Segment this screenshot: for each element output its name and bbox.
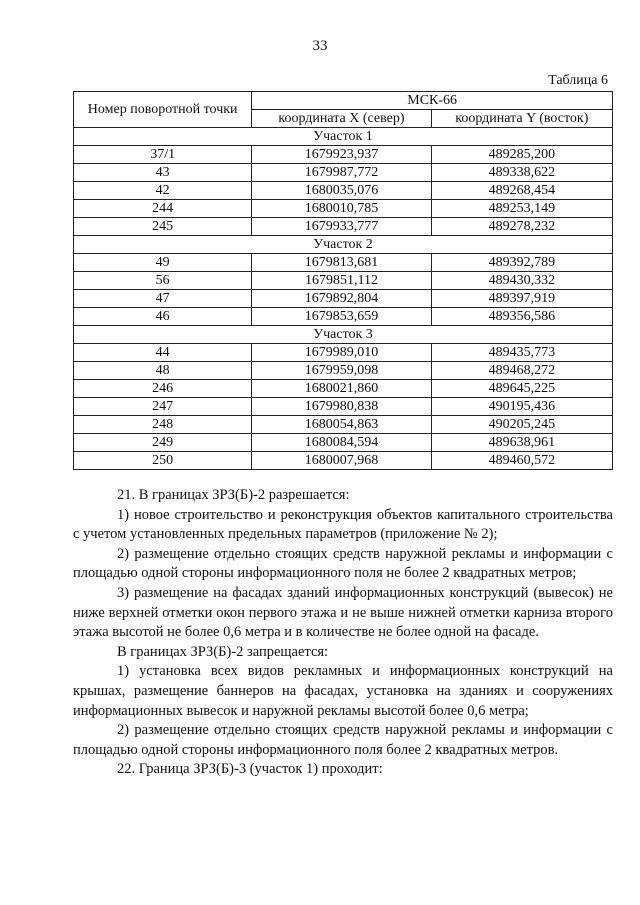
y-coordinate-cell: 489253,149 [431, 200, 612, 218]
point-number-cell: 245 [74, 218, 252, 236]
paragraph: 21. В границах ЗРЗ(Б)-2 разрешается: [117, 487, 350, 503]
paragraph: 22. Граница ЗРЗ(Б)-3 (участок 1) проходит: [117, 761, 383, 778]
y-coordinate-cell: 489392,789 [431, 254, 612, 272]
header-x: координата X (север) [252, 110, 431, 128]
y-coordinate-cell: 489278,232 [431, 218, 612, 236]
y-coordinate-cell: 489285,200 [431, 146, 612, 164]
x-coordinate-cell: 1679987,772 [252, 164, 431, 182]
point-number-cell: 42 [74, 182, 252, 200]
point-number-cell: 43 [74, 164, 252, 182]
y-coordinate-cell: 490205,245 [431, 416, 612, 434]
paragraph: 2) размещение отдельно стоящих средств наружной рекламы и информации с площадью одной стороны информационного поля не более 2 квадратных метров; [73, 545, 613, 582]
header-system: МСК-66 [252, 92, 613, 110]
point-number-cell: 250 [74, 452, 252, 470]
table-row [74, 398, 613, 416]
paragraph: 1) новое строительство и реконструкция объектов капитального строительства с учетом установленных предельных параметров (приложение № 2); [73, 506, 613, 543]
point-number-cell: 47 [74, 290, 252, 308]
y-coordinate-cell: 489268,454 [431, 182, 612, 200]
x-coordinate-cell: 1680035,076 [252, 182, 431, 200]
point-number-cell: 37/1 [74, 146, 252, 164]
table-row [74, 380, 613, 398]
coordinates-table [73, 91, 613, 470]
table-row [74, 416, 613, 434]
point-number-cell: 56 [74, 272, 252, 290]
section-row [74, 236, 613, 254]
table-row [74, 308, 613, 326]
page-number: 33 [312, 38, 328, 54]
table-row [74, 182, 613, 200]
x-coordinate-cell: 1679853,659 [252, 308, 431, 326]
x-coordinate-cell: 1680007,968 [252, 452, 431, 470]
body-text [73, 486, 613, 780]
x-coordinate-cell: 1680010,785 [252, 200, 431, 218]
x-coordinate-cell: 1680054,863 [252, 416, 431, 434]
table-row [74, 254, 613, 272]
point-number-cell: 49 [74, 254, 252, 272]
table-row [74, 272, 613, 290]
table-row [74, 344, 613, 362]
x-coordinate-cell: 1680021,860 [252, 380, 431, 398]
y-coordinate-cell: 489356,586 [431, 308, 612, 326]
section-row [74, 326, 613, 344]
point-number-cell: 48 [74, 362, 252, 380]
point-number-cell: 46 [74, 308, 252, 326]
section-title: Участок 3 [74, 326, 613, 344]
header-y: координата Y (восток) [431, 110, 612, 128]
x-coordinate-cell: 1680084,594 [252, 434, 431, 452]
y-coordinate-cell: 489430,332 [431, 272, 612, 290]
y-coordinate-cell: 489468,272 [431, 362, 612, 380]
table-caption: Таблица 6 [548, 73, 608, 88]
x-coordinate-cell: 1679923,937 [252, 146, 431, 164]
point-number-cell: 44 [74, 344, 252, 362]
y-coordinate-cell: 489460,572 [431, 452, 612, 470]
section-title: Участок 1 [74, 128, 613, 146]
table-row [74, 218, 613, 236]
x-coordinate-cell: 1679851,112 [252, 272, 431, 290]
header-point-number: Номер поворотной точки [74, 92, 252, 128]
paragraph: 3) размещение на фасадах зданий информационных конструкций (вывесок) не ниже верхней отметки окон первого этажа и не выше нижней отметки карниза второго этажа высотой не более 0,6 метра и в количестве не более одной на фасаде. [73, 584, 613, 641]
table-row [74, 452, 613, 470]
x-coordinate-cell: 1679892,804 [252, 290, 431, 308]
section-title: Участок 2 [74, 236, 613, 254]
y-coordinate-cell: 490195,436 [431, 398, 612, 416]
point-number-cell: 248 [74, 416, 252, 434]
point-number-cell: 247 [74, 398, 252, 416]
point-number-cell: 249 [74, 434, 252, 452]
x-coordinate-cell: 1679959,098 [252, 362, 431, 380]
table-row [74, 290, 613, 308]
x-coordinate-cell: 1679980,838 [252, 398, 431, 416]
paragraph: 2) размещение отдельно стоящих средств наружной рекламы и информации с площадью одной стороны информационного поля более 2 квадратных метров. [73, 722, 613, 758]
section-row [74, 128, 613, 146]
point-number-cell: 244 [74, 200, 252, 218]
table-row [74, 362, 613, 380]
point-number-cell: 246 [74, 380, 252, 398]
y-coordinate-cell: 489397,919 [431, 290, 612, 308]
x-coordinate-cell: 1679813,681 [252, 254, 431, 272]
x-coordinate-cell: 1679989,010 [252, 344, 431, 362]
paragraph: 1) установка всех видов рекламных и информационных конструкций на крышах, размещение баннеров на фасадах, установка на зданиях и сооружениях информационных вывесок и наружной рекламы высотой более 0,6 метра; [73, 663, 613, 719]
table-row [74, 200, 613, 218]
table-row [74, 434, 613, 452]
table-row [74, 164, 613, 182]
y-coordinate-cell: 489338,622 [431, 164, 612, 182]
x-coordinate-cell: 1679933,777 [252, 218, 431, 236]
y-coordinate-cell: 489638,961 [431, 434, 612, 452]
paragraph: В границах ЗРЗ(Б)-2 запрещается: [117, 643, 329, 660]
y-coordinate-cell: 489645,225 [431, 380, 612, 398]
y-coordinate-cell: 489435,773 [431, 344, 612, 362]
table-row [74, 146, 613, 164]
